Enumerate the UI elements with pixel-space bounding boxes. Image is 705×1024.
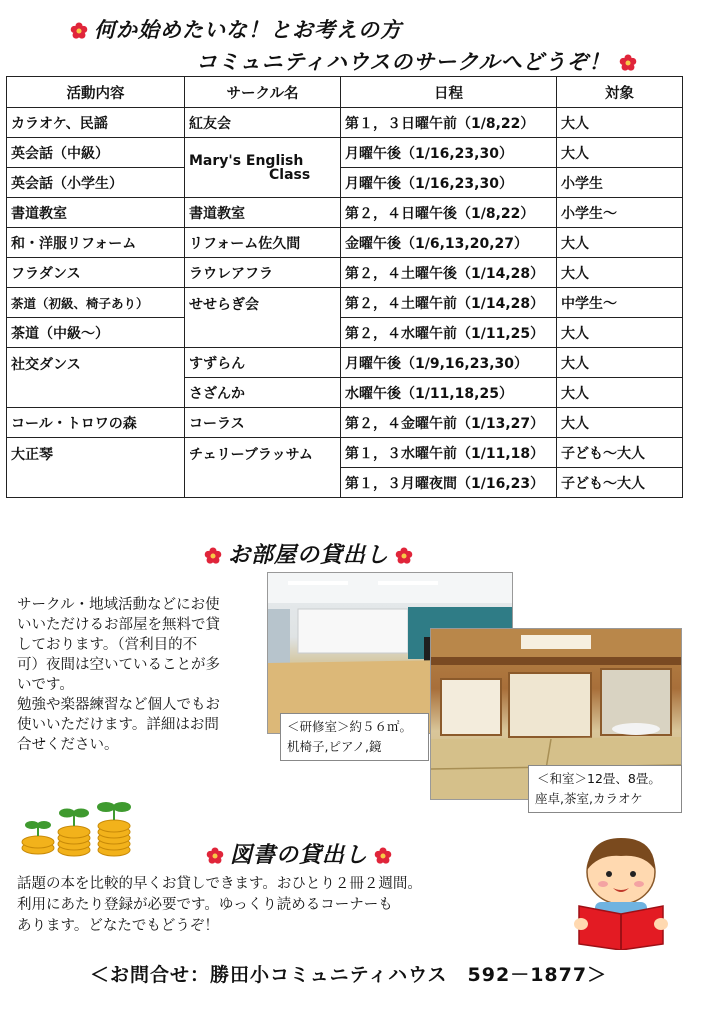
- activity-cell: フラダンス: [7, 258, 185, 288]
- flower-icon: [395, 547, 413, 565]
- circle-cell: チェリーブラッサム: [185, 438, 341, 498]
- schedule-cell: 第２，４土曜午後（1/14,28）: [341, 258, 557, 288]
- library-line: 話題の本を比較的早くお貸しできます。おひとり２冊２週間。: [17, 876, 422, 892]
- table-row: [7, 438, 683, 468]
- target-cell: 大人: [557, 108, 683, 138]
- table-row: [7, 348, 683, 378]
- schedule-cell: 第１，３日曜午前（1/8,22）: [341, 108, 557, 138]
- rooms-title: [198, 538, 419, 569]
- header-text-2: コミュニティハウスのサークルへどうぞ！: [196, 50, 611, 74]
- target-cell: 子ども～大人: [557, 438, 683, 468]
- library-line: 利用にあたり登録が必要です。ゆっくり読めるコーナーも: [17, 897, 393, 913]
- table-row: [7, 228, 683, 258]
- schedule-cell: 水曜午後（1/11,18,25）: [341, 378, 557, 408]
- circle-cell: 紅友会: [185, 108, 341, 138]
- schedule-cell: 第２，４水曜午前（1/11,25）: [341, 318, 557, 348]
- rooms-line: しております。（営利目的不: [17, 637, 198, 653]
- activity-cell: 社交ダンス: [7, 348, 185, 408]
- rooms-line: 使いいただけます。詳細はお問: [17, 717, 219, 733]
- circle-cell: 書道教室: [185, 198, 341, 228]
- circle-cell: さざんか: [185, 378, 341, 408]
- table-row: [7, 138, 683, 168]
- rooms-line: 可）夜間は空いていることが多: [17, 657, 220, 673]
- rooms-description: [17, 595, 261, 755]
- table-row: [7, 108, 683, 138]
- caption-line: 座卓,茶室,カラオケ: [535, 791, 643, 806]
- column-header: 対象: [557, 77, 683, 108]
- circle-schedule-table: [6, 76, 683, 498]
- column-header: サークル名: [185, 77, 341, 108]
- schedule-cell: 第１，３水曜午前（1/11,18）: [341, 438, 557, 468]
- flower-icon: [206, 847, 224, 865]
- header-line-2: [196, 46, 637, 76]
- schedule-cell: 金曜午後（1/6,13,20,27）: [341, 228, 557, 258]
- schedule-cell: 第２，４金曜午前（1/13,27）: [341, 408, 557, 438]
- activity-cell: 和・洋服リフォーム: [7, 228, 185, 258]
- circle-name-line-2: Class: [269, 166, 311, 183]
- schedule-cell: 月曜午後（1/16,23,30）: [341, 168, 557, 198]
- table-row: [7, 168, 683, 198]
- target-cell: 小学生: [557, 168, 683, 198]
- target-cell: 大人: [557, 228, 683, 258]
- activity-cell: 書道教室: [7, 198, 185, 228]
- library-title: [200, 838, 398, 869]
- child-reading-icon: [565, 832, 677, 950]
- circle-cell: コーラス: [185, 408, 341, 438]
- table-row: [7, 408, 683, 438]
- target-cell: 大人: [557, 408, 683, 438]
- coin-sprout-icon: [20, 800, 138, 860]
- rooms-line: 勉強や楽器練習など個人でもお: [17, 697, 220, 713]
- flower-icon: [70, 22, 88, 40]
- target-cell: 子ども～大人: [557, 468, 683, 498]
- activity-cell: カラオケ、民謡: [7, 108, 185, 138]
- circle-cell: すずらん: [185, 348, 341, 378]
- table-header-row: [7, 77, 683, 108]
- flower-icon: [619, 54, 637, 72]
- circle-cell: リフォーム佐久間: [185, 228, 341, 258]
- library-title-text: 図書の貸出し: [230, 843, 369, 868]
- activity-cell: 茶道（中級～）: [7, 318, 185, 348]
- japanese-room-caption: [528, 765, 682, 813]
- target-cell: 大人: [557, 348, 683, 378]
- schedule-cell: 第１，３月曜夜間（1/16,23）: [341, 468, 557, 498]
- header-text-1: 何か始めたいな！とお考えの方: [94, 18, 402, 42]
- table-row: [7, 288, 683, 318]
- schedule-cell: 月曜午後（1/16,23,30）: [341, 138, 557, 168]
- table-row: [7, 318, 683, 348]
- caption-line: ＜研修室＞約５６㎡。: [287, 719, 413, 734]
- caption-line: 机椅子,ピアノ,鏡: [287, 739, 382, 754]
- target-cell: 大人: [557, 138, 683, 168]
- column-header: 日程: [341, 77, 557, 108]
- header-line-1: [70, 14, 402, 44]
- activity-cell: 茶道（初級、椅子あり）: [7, 288, 185, 318]
- contact-footer: ＜お問合せ：勝田小コミュニティハウス 592－1877＞: [90, 964, 608, 986]
- flower-icon: [374, 847, 392, 865]
- schedule-cell: 第２，４土曜午前（1/14,28）: [341, 288, 557, 318]
- column-header: 活動内容: [7, 77, 185, 108]
- circle-name-line-1: Mary's English: [189, 152, 304, 169]
- table-row: [7, 198, 683, 228]
- activity-cell: 英会話（小学生）: [7, 168, 185, 198]
- activity-cell: 大正琴: [7, 438, 185, 498]
- target-cell: 大人: [557, 318, 683, 348]
- circle-cell: せせらぎ会: [185, 288, 341, 348]
- library-description: [17, 874, 497, 937]
- caption-line: ＜和室＞12畳、8畳。: [537, 771, 661, 786]
- circle-cell: ラウレアフラ: [185, 258, 341, 288]
- rooms-line: サークル・地域活動などにお使: [17, 597, 220, 613]
- schedule-cell: 第２，４日曜午後（1/8,22）: [341, 198, 557, 228]
- flower-icon: [204, 547, 222, 565]
- rooms-line: いです。: [17, 677, 74, 693]
- rooms-title-text: お部屋の貸出し: [228, 543, 390, 568]
- activity-cell: コール・トロワの森: [7, 408, 185, 438]
- activity-cell: 英会話（中級）: [7, 138, 185, 168]
- library-line: あります。どなたでもどうぞ！: [17, 918, 219, 934]
- rooms-line: 合せください。: [17, 737, 119, 753]
- rooms-line: いいただけるお部屋を無料で貸: [17, 617, 220, 633]
- target-cell: 大人: [557, 378, 683, 408]
- training-room-caption: [280, 713, 429, 761]
- circle-cell: [185, 138, 341, 198]
- target-cell: 中学生～: [557, 288, 683, 318]
- target-cell: 大人: [557, 258, 683, 288]
- target-cell: 小学生～: [557, 198, 683, 228]
- schedule-cell: 月曜午後（1/9,16,23,30）: [341, 348, 557, 378]
- table-row: [7, 258, 683, 288]
